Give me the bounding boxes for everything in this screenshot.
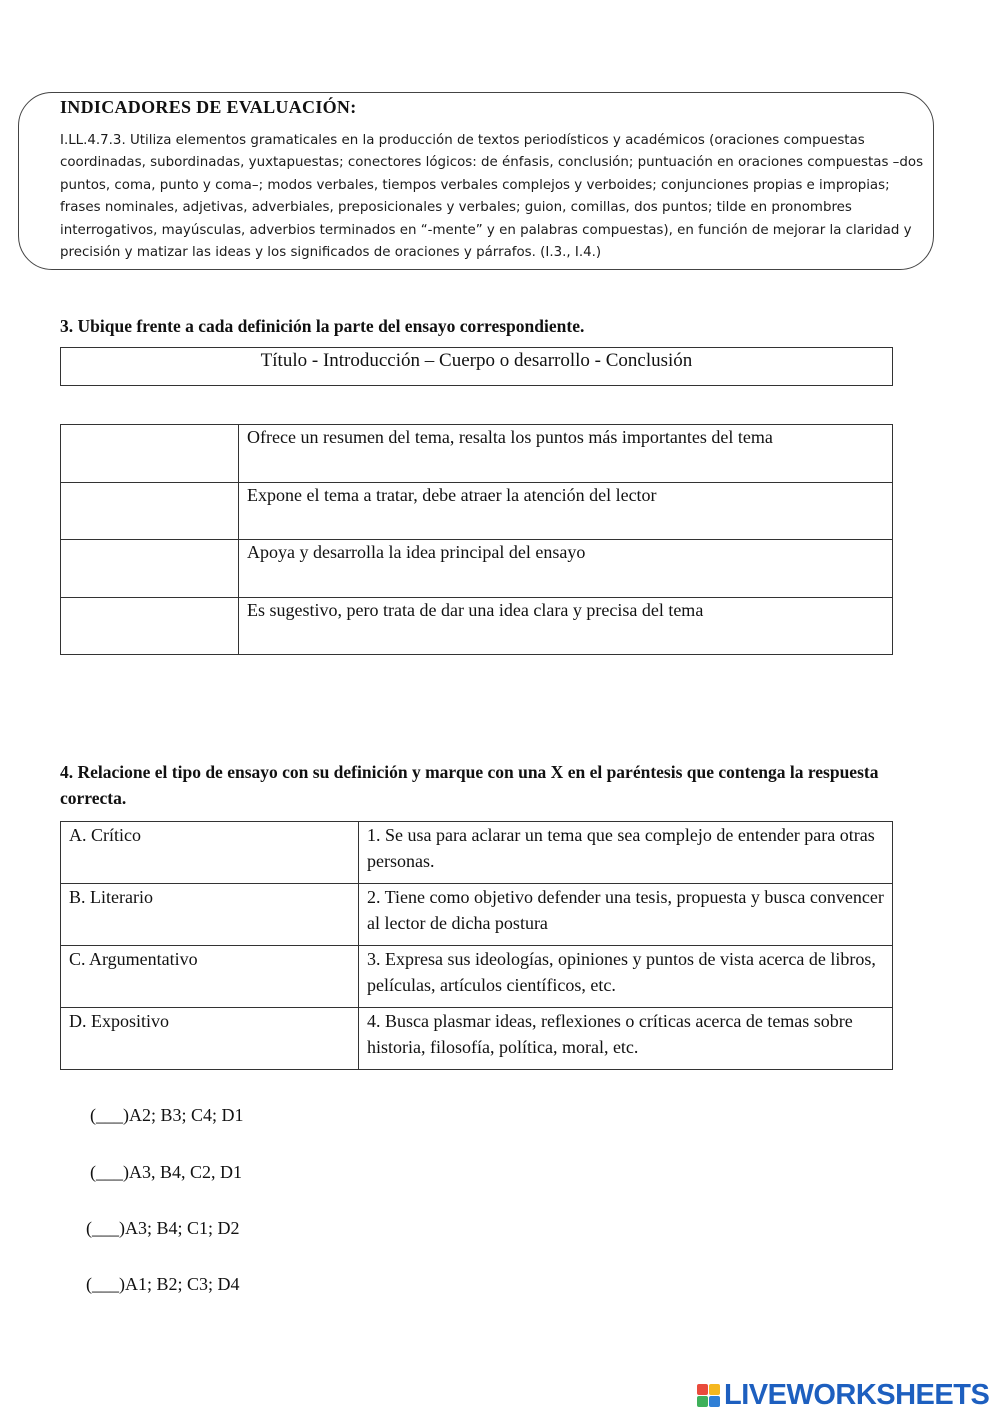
question-3-prompt: 3. Ubique frente a cada definición la parte del ensayo correspondiente.	[60, 316, 585, 336]
indicators-text	[60, 130, 950, 264]
table-row	[61, 482, 893, 540]
liveworksheets-logo-icon	[697, 1384, 720, 1407]
table-row	[61, 597, 893, 655]
liveworksheets-brand	[697, 1375, 989, 1415]
brand-name: LIVEWORKSHEETS	[724, 1378, 990, 1411]
question-3-table	[60, 424, 893, 655]
answer-cell[interactable]	[61, 482, 239, 540]
definition-cell: 1. Se usa para aclarar un tema que sea complejo de entender para otras personas.	[359, 822, 893, 884]
indicators-line: I.LL.4.7.3. Utiliza elementos gramaticales en la producción de textos periodísticos y académicos (oraciones compuestas	[60, 133, 865, 148]
table-row	[61, 540, 893, 598]
answer-cell[interactable]	[61, 597, 239, 655]
definition-cell: Ofrece un resumen del tema, resalta los puntos más importantes del tema	[239, 425, 893, 483]
question-4-prompt: 4. Relacione el tipo de ensayo con su definición y marque con una X en el paréntesis que contenga la respuesta correcta.	[60, 762, 879, 808]
logo-tile	[709, 1384, 720, 1395]
logo-tile	[697, 1396, 708, 1407]
essay-type-cell: D. Expositivo	[61, 1008, 359, 1070]
table-row	[61, 884, 893, 946]
answer-option-2[interactable]: (___)A3, B4, C2, D1	[90, 1162, 242, 1182]
table-row	[61, 425, 893, 483]
question-4-table	[60, 821, 893, 1070]
definition-cell: 2. Tiene como objetivo defender una tesis, propuesta y busca convencer al lector de dicha postura	[359, 884, 893, 946]
indicators-line: interrogativos, mayúsculas, adverbios terminados en “-mente” y en palabras compuestas), en función de mejorar la claridad y	[60, 222, 912, 238]
answer-cell[interactable]	[61, 425, 239, 483]
table-row	[61, 822, 893, 884]
answer-cell[interactable]	[61, 540, 239, 598]
essay-type-cell: B. Literario	[61, 884, 359, 946]
essay-type-cell: C. Argumentativo	[61, 946, 359, 1008]
table-row	[61, 946, 893, 1008]
indicators-line: precisión y matizar las ideas y los significados de oraciones y párrafos. (I.3., I.4.)	[60, 245, 602, 261]
essay-type-cell: A. Crítico	[61, 822, 359, 884]
answer-option-1[interactable]: (___)A2; B3; C4; D1	[90, 1105, 244, 1125]
logo-tile	[697, 1384, 708, 1395]
definition-cell: 3. Expresa sus ideologías, opiniones y puntos de vista acerca de libros, películas, artículos científicos, etc.	[359, 946, 893, 1008]
definition-cell: Expone el tema a tratar, debe atraer la atención del lector	[239, 482, 893, 540]
answer-option-3[interactable]: (___)A3; B4; C1; D2	[86, 1218, 240, 1238]
definition-cell: Apoya y desarrolla la idea principal del ensayo	[239, 540, 893, 598]
essay-parts-box: Título - Introducción – Cuerpo o desarrollo - Conclusión	[60, 347, 893, 386]
definition-cell: Es sugestivo, pero trata de dar una idea clara y precisa del tema	[239, 597, 893, 655]
table-row	[61, 1008, 893, 1070]
logo-tile	[709, 1396, 720, 1407]
indicators-line: puntos, coma, punto y coma–; modos verbales, tiempos verbales complejos y verboides; conjunciones propias e impropias;	[60, 177, 890, 193]
indicators-title: INDICADORES DE EVALUACIÓN:	[60, 97, 357, 117]
indicators-line: frases nominales, adjetivas, adverbiales, preposicionales y verbales; guion, comillas, dos puntos; tilde en pronombres	[60, 200, 852, 216]
definition-cell: 4. Busca plasmar ideas, reflexiones o críticas acerca de temas sobre historia, filosofía, política, moral, etc.	[359, 1008, 893, 1070]
indicators-line: coordinadas, subordinadas, yuxtapuestas; conectores lógicos: de énfasis, conclusión; puntuación en oraciones compuestas –dos	[60, 155, 924, 171]
answer-option-4[interactable]: (___)A1; B2; C3; D4	[86, 1274, 240, 1294]
